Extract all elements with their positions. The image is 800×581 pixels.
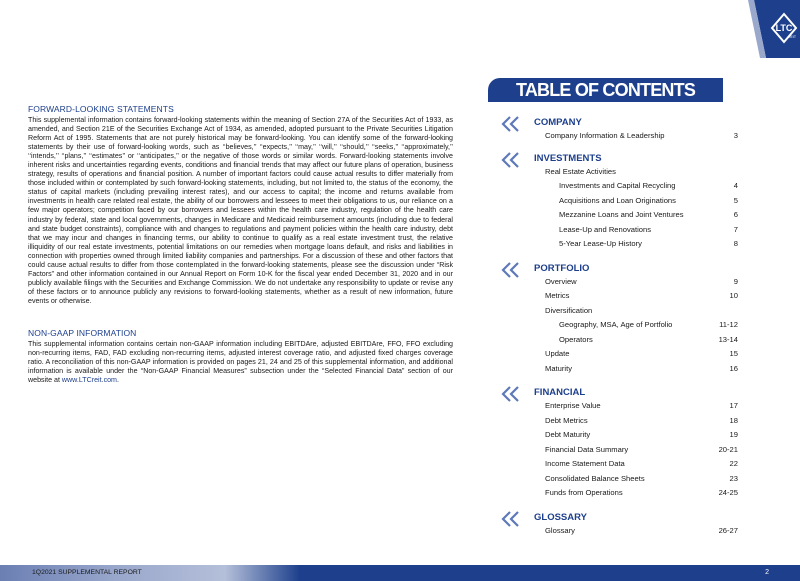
toc-entry-page: 4 xyxy=(733,181,738,190)
forward-looking-title: FORWARD-LOOKING STATEMENTS xyxy=(28,104,174,114)
toc-entry[interactable] xyxy=(545,472,738,487)
toc-entry-label: Company Information & Leadership xyxy=(545,131,665,140)
website-link[interactable]: www.LTCreit.com xyxy=(61,376,117,385)
toc-entry-label: Diversification xyxy=(545,305,593,315)
chevron-left-icon xyxy=(499,152,523,168)
toc-entry[interactable] xyxy=(559,333,738,348)
toc-header: TABLE OF CONTENTS xyxy=(488,78,723,102)
toc-subheading xyxy=(545,304,738,319)
toc-entry-page: 17 xyxy=(729,401,738,410)
toc-entry-page: 18 xyxy=(729,415,738,425)
footer-report-title: 1Q2021 SUPPLEMENTAL REPORT xyxy=(32,569,142,576)
toc-entry[interactable] xyxy=(545,275,738,290)
toc-entry[interactable] xyxy=(545,414,738,429)
toc-entry-page: 7 xyxy=(733,224,738,234)
toc-entry-page: 23 xyxy=(729,473,738,483)
toc-entry-label: Overview xyxy=(545,276,577,286)
toc-entry-label: Consolidated Balance Sheets xyxy=(545,473,645,483)
toc-entry[interactable] xyxy=(545,362,738,377)
toc-entry-label: Geography, MSA, Age of Portfolio xyxy=(559,320,673,329)
ltc-logo xyxy=(720,0,800,58)
chevron-left-icon xyxy=(499,386,523,402)
toc-entry[interactable] xyxy=(545,524,738,539)
toc-entry-page: 22 xyxy=(729,459,738,468)
toc-entry-page: 3 xyxy=(733,131,738,140)
toc-subheading xyxy=(545,165,738,180)
toc-entry[interactable] xyxy=(545,129,738,144)
toc-glossary-title: GLOSSARY xyxy=(534,511,587,523)
toc-entry-label: Acquisitions and Loan Originations xyxy=(559,195,676,205)
chevron-left-icon xyxy=(499,116,523,132)
toc-entry-page: 5 xyxy=(733,195,738,205)
toc-investments-title: INVESTMENTS xyxy=(534,152,602,164)
toc-entry-page: 20-21 xyxy=(718,444,738,454)
toc-entry[interactable] xyxy=(559,208,738,223)
toc-entry-label: Funds from Operations xyxy=(545,488,623,497)
table-of-contents xyxy=(502,116,738,538)
toc-entry-page: 19 xyxy=(729,430,738,439)
toc-entry-label: Lease-Up and Renovations xyxy=(559,224,652,234)
toc-entry[interactable] xyxy=(545,428,738,443)
non-gaap-text: This supplemental information contains certain non-GAAP information including EBITDAre, adjusted EBITDAre, FFO, FFO excluding non-recurring items, FAD, FAD excluding non-recurring items, adjusted interest coverage ratio, and adjusted fixed charges coverage ratio. A reconciliation of this non-GAAP information is provided on pages 21, 24 and 25 of this supplemental information, and additional information is available under the “Non-GAAP Financial Measures” subsection under the “Selected Financial Data” section of our website at xyxy=(28,339,453,385)
toc-entry[interactable] xyxy=(559,237,738,252)
toc-entry-label: Glossary xyxy=(545,525,575,535)
toc-entry[interactable] xyxy=(559,194,738,209)
footer-bar xyxy=(0,565,800,581)
toc-entry-page: 8 xyxy=(733,239,738,248)
toc-entry-label: Income Statement Data xyxy=(545,459,625,468)
toc-entry[interactable] xyxy=(559,318,738,333)
toc-entry-page: 24-25 xyxy=(718,488,738,497)
toc-entry-label: 5-Year Lease-Up History xyxy=(559,239,642,248)
toc-entry-label: Maturity xyxy=(545,363,573,373)
toc-entry-label: Mezzanine Loans and Joint Ventures xyxy=(559,210,684,219)
toc-entry-label: Operators xyxy=(559,334,593,344)
toc-entry[interactable] xyxy=(545,289,738,304)
toc-entry-page: 16 xyxy=(729,363,738,373)
page-number: 2 xyxy=(765,569,769,576)
toc-financial-title: FINANCIAL xyxy=(534,387,586,398)
toc-entry-label: Debt Maturity xyxy=(545,430,591,439)
left-column xyxy=(28,104,453,385)
toc-entry-label: Real Estate Activities xyxy=(545,166,616,176)
non-gaap-tail: . xyxy=(116,376,119,385)
toc-entry-page: 15 xyxy=(729,349,738,358)
toc-portfolio-title: PORTFOLIO xyxy=(534,262,590,274)
toc-investments xyxy=(502,152,738,252)
logo-subtext: REIT xyxy=(788,35,796,39)
toc-entry[interactable] xyxy=(545,486,738,501)
toc-entry-label: Financial Data Summary xyxy=(545,444,629,454)
toc-entry-label: Debt Metrics xyxy=(545,415,588,425)
toc-entry[interactable] xyxy=(545,399,738,414)
toc-company xyxy=(502,116,738,144)
toc-entry-page: 10 xyxy=(729,291,738,300)
toc-entry[interactable] xyxy=(545,443,738,458)
toc-company-title: COMPANY xyxy=(534,117,582,128)
toc-entry-page: 9 xyxy=(733,276,738,286)
toc-entry[interactable] xyxy=(559,179,738,194)
non-gaap-body xyxy=(28,340,453,385)
toc-financial xyxy=(502,386,738,501)
logo-text: LTC xyxy=(775,23,793,33)
toc-entry-label: Update xyxy=(545,349,570,358)
toc-entry-label: Metrics xyxy=(545,291,570,300)
toc-entry-page: 13-14 xyxy=(718,334,738,344)
chevron-left-icon xyxy=(499,511,523,527)
toc-entry-page: 26-27 xyxy=(718,525,738,535)
toc-entry[interactable] xyxy=(559,223,738,238)
toc-glossary xyxy=(502,511,738,539)
toc-entry-label: Investments and Capital Recycling xyxy=(559,181,676,190)
toc-entry-page: 11-12 xyxy=(719,320,738,329)
toc-entry-label: Enterprise Value xyxy=(545,401,601,410)
forward-looking-body: This supplemental information contains forward-looking statements within the meaning of Section 27A of the Securities Act of 1933, as amended, and Section 21E of the Securities Exchange Act of 1934, as amended, adopted pursuant to the Private Securities Litigation Reform Act of 1995. Statements that are not purely historical may be forward-looking. You can identify some of the forward-looking statements by their use of forward-looking words, such as ‘‘believes,’’ ‘‘expects,’’ ‘‘may,’’ ‘‘will,’’ ‘‘should,’’ ‘‘seeks,’’ ‘‘approximately,’’ ‘‘intends,’’ ‘‘plans,’’ ‘‘estimates’’ or ‘‘anticipates,’’ or the negative of those words or similar words. Forward-looking statements involve inherent risks and uncertainties regarding events, conditions and financial trends that may affect our future plans of operation, business strategy, results of operations and financial position. A number of important factors could cause actual results to differ materially from those included within or contemplated by such forward-looking statements, including, but not limited to, the status of the economy, the status of capital markets (including prevailing interest rates), and our access to capital; the income and returns available from investments in health care related real estate, the ability of our borrowers and lessees to meet their obligations to us, our reliance on a few major operators; competition faced by our borrowers and lessees within the health care industry, regulation of the health care industry by federal, state and local governments, changes in Medicare and Medicaid reimbursement amounts (including due to federal and state budget constraints), compliance with and changes to regulations and payment policies within the health care industry, debt that we may incur and changes in financing terms, our ability to continue to qualify as a real estate investment trust, the relative illiquidity of our real estate investments, potential limitations on our remedies when mortgage loans default, and risks and liabilities in connection with properties owned through limited liability companies and partnerships. For a discussion of these and other factors that could cause actual results to differ from those contemplated in the forward-looking statements, please see the discussion under “Risk Factors” and other information contained in our Annual Report on Form 10-K for the fiscal year ended December 31, 2020 and in our publicly available filings with the Securities and Exchange Commission. We do not undertake any responsibility to update or revise any of these factors or to announce publicly any revisions to forward-looking statements, whether as a result of new information, future events or otherwise. xyxy=(28,116,453,305)
toc-entry-page: 6 xyxy=(733,210,738,219)
toc-portfolio xyxy=(502,262,738,377)
chevron-left-icon xyxy=(499,262,523,278)
toc-entry[interactable] xyxy=(545,457,738,472)
toc-entry[interactable] xyxy=(545,347,738,362)
non-gaap-title: NON-GAAP INFORMATION xyxy=(28,327,137,338)
